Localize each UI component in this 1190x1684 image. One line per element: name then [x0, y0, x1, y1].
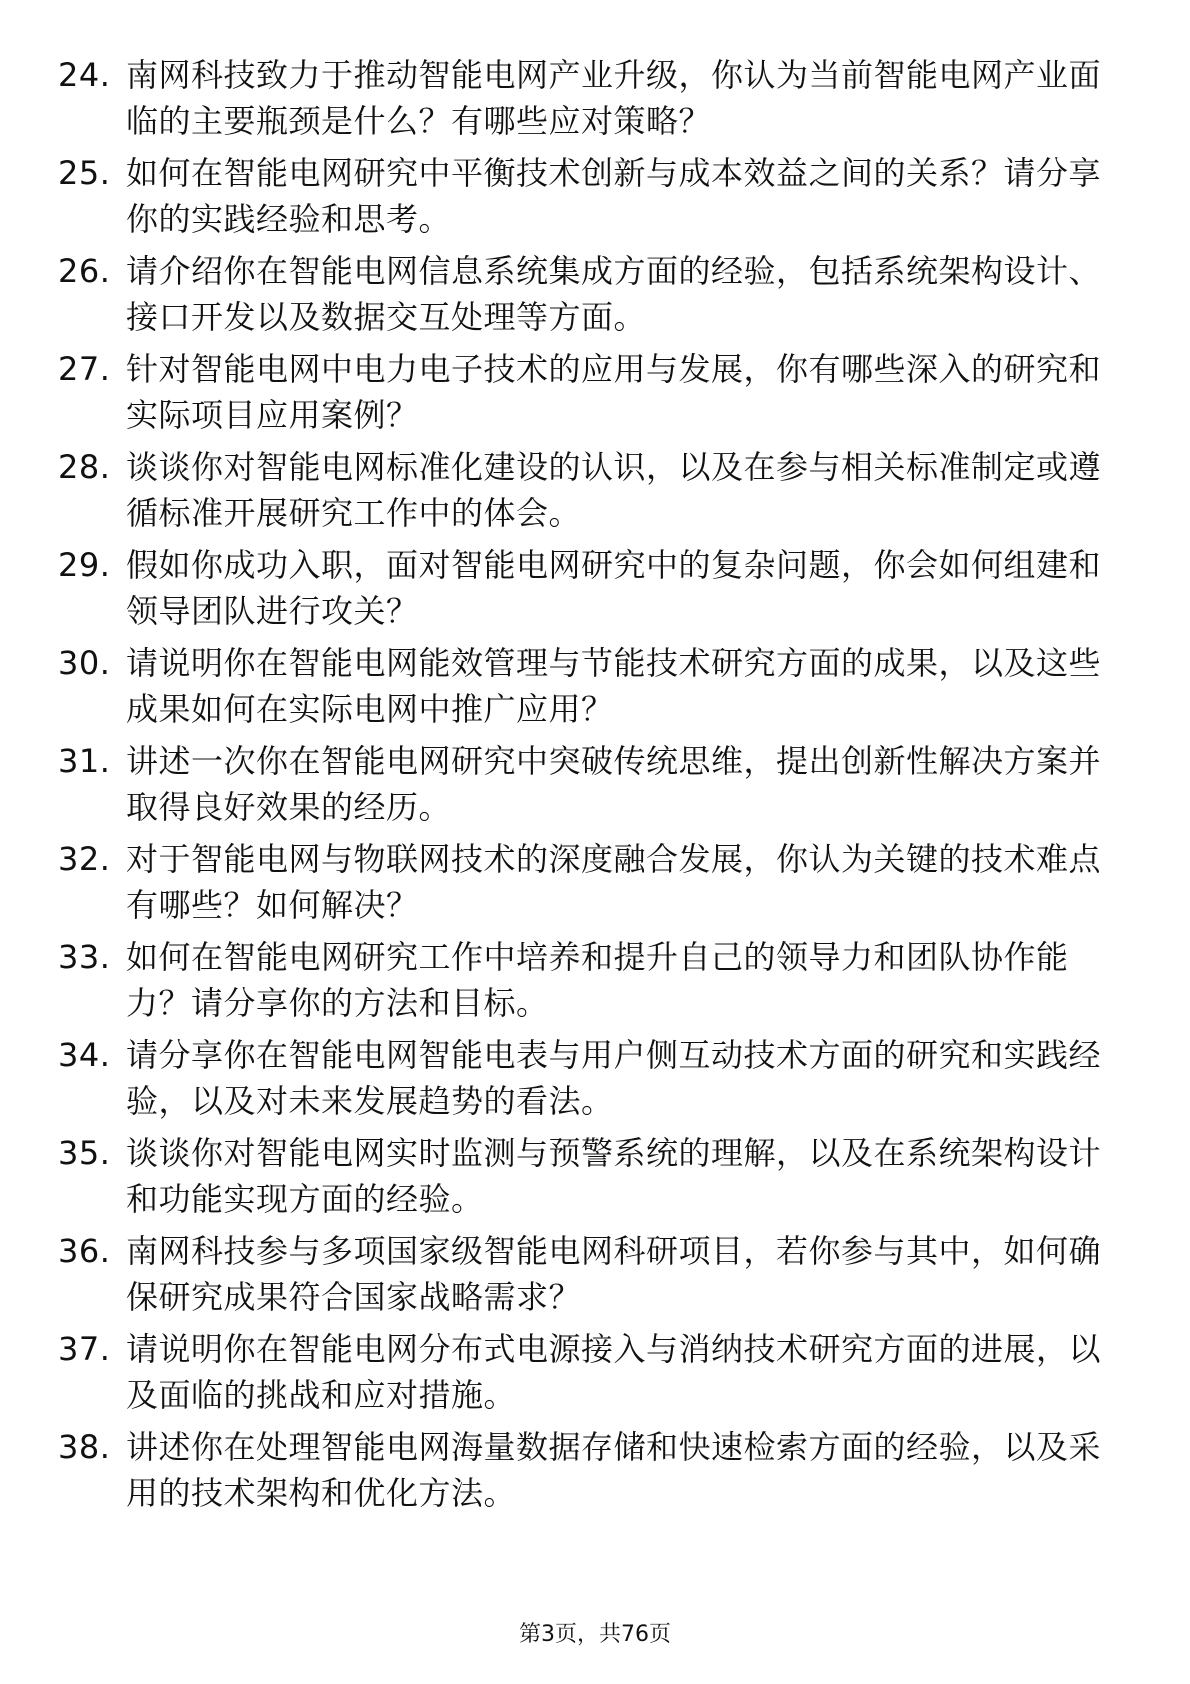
question-text: 谈谈你对智能电网实时监测与预警系统的理解，以及在系统架构设计和功能实现方面的经验。	[126, 1134, 1102, 1218]
question-item-26	[58, 248, 1118, 346]
question-number: 36.	[58, 1232, 111, 1270]
question-item-37	[58, 1326, 1118, 1424]
question-item-25	[58, 150, 1118, 248]
question-text: 请介绍你在智能电网信息系统集成方面的经验，包括系统架构设计、接口开发以及数据交互处理等方面。	[126, 252, 1102, 336]
question-item-33	[58, 934, 1118, 1032]
question-item-27	[58, 346, 1118, 444]
question-text: 讲述你在处理智能电网海量数据存储和快速检索方面的经验，以及采用的技术架构和优化方法。	[126, 1428, 1102, 1512]
question-item-30	[58, 640, 1118, 738]
question-item-35	[58, 1130, 1118, 1228]
question-item-38	[58, 1424, 1118, 1522]
page-number-label: 第3页，共76页	[519, 1622, 671, 1647]
question-item-34	[58, 1032, 1118, 1130]
question-text: 谈谈你对智能电网标准化建设的认识，以及在参与相关标准制定或遵循标准开展研究工作中的体会。	[126, 448, 1102, 532]
question-text: 请说明你在智能电网分布式电源接入与消纳技术研究方面的进展，以及面临的挑战和应对措施。	[126, 1330, 1102, 1414]
question-item-31	[58, 738, 1118, 836]
question-text: 请说明你在智能电网能效管理与节能技术研究方面的成果，以及这些成果如何在实际电网中推广应用？	[126, 644, 1102, 728]
question-item-29	[58, 542, 1118, 640]
question-text: 讲述一次你在智能电网研究中突破传统思维，提出创新性解决方案并取得良好效果的经历。	[126, 742, 1102, 826]
question-number: 29.	[58, 546, 111, 584]
question-item-36	[58, 1228, 1118, 1326]
question-text: 针对智能电网中电力电子技术的应用与发展，你有哪些深入的研究和实际项目应用案例？	[126, 350, 1102, 434]
page-footer	[0, 1621, 1190, 1649]
question-number: 28.	[58, 448, 111, 486]
question-text: 请分享你在智能电网智能电表与用户侧互动技术方面的研究和实践经验，以及对未来发展趋势的看法。	[126, 1036, 1102, 1120]
question-number: 32.	[58, 840, 111, 878]
question-text: 南网科技致力于推动智能电网产业升级，你认为当前智能电网产业面临的主要瓶颈是什么？有哪些应对策略？	[126, 56, 1102, 140]
question-number: 26.	[58, 252, 111, 290]
question-text: 南网科技参与多项国家级智能电网科研项目，若你参与其中，如何确保研究成果符合国家战略需求？	[126, 1232, 1102, 1316]
question-number: 25.	[58, 154, 111, 192]
question-number: 34.	[58, 1036, 111, 1074]
question-text: 如何在智能电网研究中平衡技术创新与成本效益之间的关系？请分享你的实践经验和思考。	[126, 154, 1102, 238]
question-number: 24.	[58, 56, 111, 94]
question-list	[58, 52, 1118, 1522]
question-number: 35.	[58, 1134, 111, 1172]
question-number: 33.	[58, 938, 111, 976]
question-text: 对于智能电网与物联网技术的深度融合发展，你认为关键的技术难点有哪些？如何解决？	[126, 840, 1102, 924]
question-number: 27.	[58, 350, 111, 388]
question-number: 30.	[58, 644, 111, 682]
question-number: 31.	[58, 742, 111, 780]
question-text: 如何在智能电网研究工作中培养和提升自己的领导力和团队协作能力？请分享你的方法和目标。	[126, 938, 1069, 1022]
question-item-28	[58, 444, 1118, 542]
question-number: 37.	[58, 1330, 111, 1368]
question-item-24	[58, 52, 1118, 150]
question-item-32	[58, 836, 1118, 934]
question-text: 假如你成功入职，面对智能电网研究中的复杂问题，你会如何组建和领导团队进行攻关？	[126, 546, 1102, 630]
question-number: 38.	[58, 1428, 111, 1466]
